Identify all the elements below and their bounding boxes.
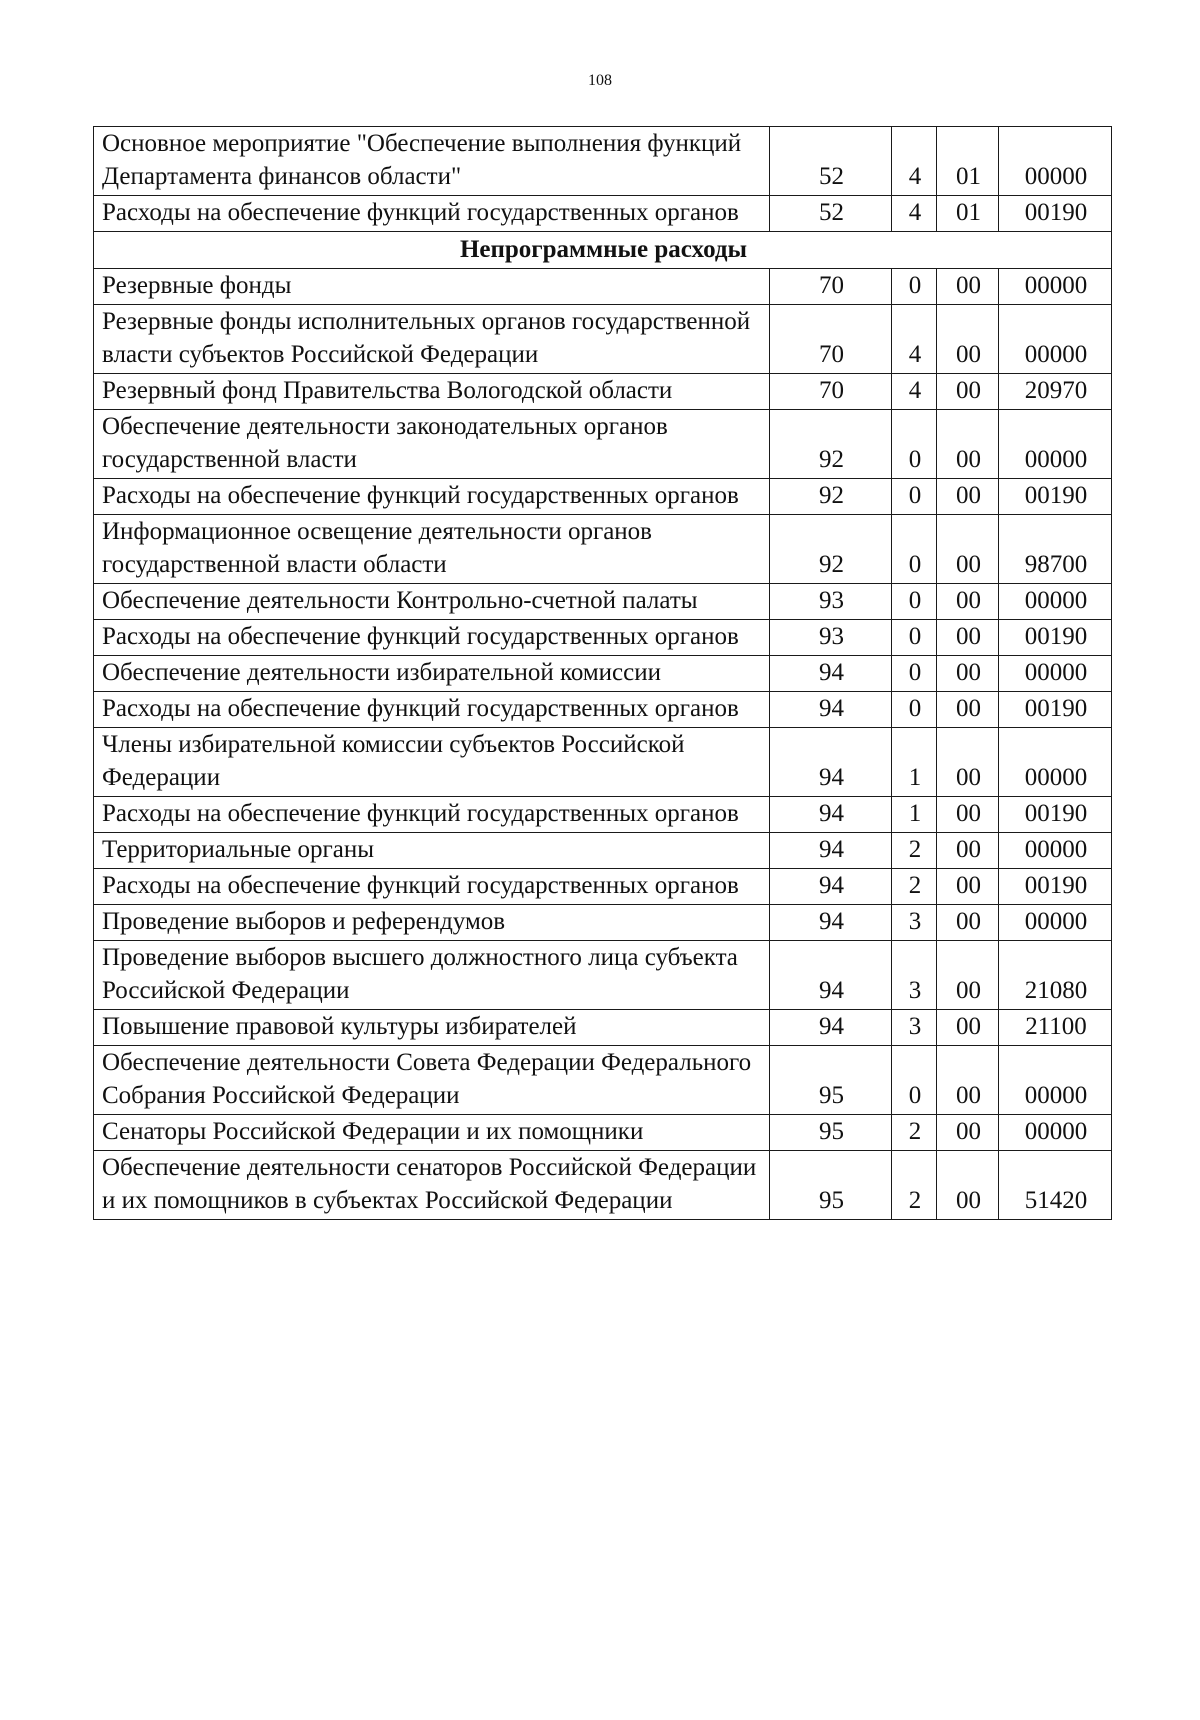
table-row [94,941,1112,1010]
table-row [94,905,1112,941]
code-cell-2: 4 [892,305,937,374]
code-cell-4: 00190 [999,692,1112,728]
table-row [94,1046,1112,1115]
code-cell-1: 94 [770,941,892,1010]
table-row [94,374,1112,410]
expense-name-cell: Расходы на обеспечение функций государственных органов [94,196,770,232]
code-cell-4: 00000 [999,1115,1112,1151]
section-header-row [94,232,1112,269]
code-cell-1: 95 [770,1115,892,1151]
code-cell-4: 00190 [999,869,1112,905]
code-cell-4: 21100 [999,1010,1112,1046]
code-cell-3: 00 [937,479,999,515]
code-cell-2: 0 [892,656,937,692]
code-cell-2: 0 [892,620,937,656]
code-cell-4: 00000 [999,584,1112,620]
code-cell-1: 94 [770,797,892,833]
code-cell-4: 00000 [999,656,1112,692]
code-cell-2: 2 [892,869,937,905]
expense-name-cell: Резервный фонд Правительства Вологодской области [94,374,770,410]
expense-name-cell: Основное мероприятие "Обеспечение выполнения функций Департамента финансов области" [94,127,770,196]
code-cell-2: 2 [892,1115,937,1151]
code-cell-2: 0 [892,515,937,584]
code-cell-3: 00 [937,269,999,305]
code-cell-3: 00 [937,620,999,656]
code-cell-2: 0 [892,410,937,479]
table-row [94,1115,1112,1151]
code-cell-3: 00 [937,305,999,374]
code-cell-2: 4 [892,374,937,410]
code-cell-1: 94 [770,656,892,692]
code-cell-3: 00 [937,515,999,584]
code-cell-1: 92 [770,515,892,584]
code-cell-2: 4 [892,127,937,196]
code-cell-4: 00190 [999,797,1112,833]
code-cell-1: 95 [770,1046,892,1115]
expense-name-cell: Обеспечение деятельности избирательной комиссии [94,656,770,692]
code-cell-4: 00000 [999,905,1112,941]
code-cell-2: 0 [892,479,937,515]
code-cell-4: 00000 [999,728,1112,797]
code-cell-3: 00 [937,692,999,728]
table-body [94,127,1112,1220]
code-cell-2: 1 [892,728,937,797]
code-cell-4: 00190 [999,479,1112,515]
code-cell-3: 00 [937,797,999,833]
table-row [94,127,1112,196]
code-cell-2: 3 [892,1010,937,1046]
table-row [94,584,1112,620]
code-cell-1: 94 [770,1010,892,1046]
page-number: 108 [588,72,612,89]
section-title: Непрограммные расходы [94,232,1112,269]
expense-name-cell: Информационное освещение деятельности органов государственной власти области [94,515,770,584]
expense-name-cell: Расходы на обеспечение функций государственных органов [94,479,770,515]
code-cell-2: 3 [892,941,937,1010]
code-cell-1: 94 [770,869,892,905]
code-cell-2: 0 [892,1046,937,1115]
code-cell-3: 00 [937,905,999,941]
table-row [94,410,1112,479]
code-cell-4: 00000 [999,269,1112,305]
code-cell-1: 93 [770,620,892,656]
code-cell-3: 00 [937,1115,999,1151]
code-cell-2: 4 [892,196,937,232]
expense-name-cell: Расходы на обеспечение функций государственных органов [94,869,770,905]
code-cell-3: 00 [937,1010,999,1046]
code-cell-4: 00000 [999,305,1112,374]
code-cell-1: 94 [770,833,892,869]
code-cell-1: 52 [770,196,892,232]
budget-table [93,126,1112,1220]
code-cell-2: 2 [892,833,937,869]
code-cell-3: 00 [937,374,999,410]
code-cell-3: 00 [937,869,999,905]
expense-name-cell: Повышение правовой культуры избирателей [94,1010,770,1046]
code-cell-1: 70 [770,269,892,305]
expense-name-cell: Обеспечение деятельности Совета Федерации Федерального Собрания Российской Федерации [94,1046,770,1115]
code-cell-1: 94 [770,905,892,941]
code-cell-3: 00 [937,1151,999,1220]
code-cell-3: 00 [937,1046,999,1115]
table-row [94,656,1112,692]
expense-name-cell: Резервные фонды [94,269,770,305]
expense-name-cell: Расходы на обеспечение функций государственных органов [94,620,770,656]
code-cell-3: 00 [937,656,999,692]
expense-name-cell: Обеспечение деятельности Контрольно-счетной палаты [94,584,770,620]
table-row [94,479,1112,515]
table-row [94,728,1112,797]
expense-name-cell: Проведение выборов высшего должностного лица субъекта Российской Федерации [94,941,770,1010]
table-row [94,269,1112,305]
code-cell-1: 92 [770,410,892,479]
code-cell-3: 01 [937,127,999,196]
code-cell-2: 3 [892,905,937,941]
code-cell-4: 00000 [999,127,1112,196]
expense-name-cell: Обеспечение деятельности законодательных органов государственной власти [94,410,770,479]
table-row [94,869,1112,905]
code-cell-4: 00000 [999,1046,1112,1115]
expense-name-cell: Проведение выборов и референдумов [94,905,770,941]
table-row [94,515,1112,584]
table-row [94,620,1112,656]
code-cell-4: 21080 [999,941,1112,1010]
code-cell-2: 0 [892,584,937,620]
code-cell-3: 00 [937,410,999,479]
code-cell-4: 00000 [999,410,1112,479]
code-cell-4: 51420 [999,1151,1112,1220]
code-cell-1: 94 [770,728,892,797]
expense-name-cell: Территориальные органы [94,833,770,869]
expense-name-cell: Сенаторы Российской Федерации и их помощники [94,1115,770,1151]
code-cell-2: 0 [892,269,937,305]
table-row [94,692,1112,728]
code-cell-1: 94 [770,692,892,728]
code-cell-1: 52 [770,127,892,196]
expense-name-cell: Члены избирательной комиссии субъектов Российской Федерации [94,728,770,797]
expense-name-cell: Резервные фонды исполнительных органов государственной власти субъектов Российской Федерации [94,305,770,374]
code-cell-4: 00190 [999,620,1112,656]
code-cell-3: 00 [937,584,999,620]
code-cell-2: 1 [892,797,937,833]
expense-name-cell: Расходы на обеспечение функций государственных органов [94,692,770,728]
code-cell-4: 98700 [999,515,1112,584]
code-cell-4: 20970 [999,374,1112,410]
code-cell-2: 2 [892,1151,937,1220]
code-cell-3: 00 [937,728,999,797]
code-cell-3: 00 [937,833,999,869]
code-cell-1: 92 [770,479,892,515]
expense-name-cell: Обеспечение деятельности сенаторов Российской Федерации и их помощников в субъектах Российской Федерации [94,1151,770,1220]
code-cell-1: 70 [770,374,892,410]
code-cell-4: 00000 [999,833,1112,869]
code-cell-1: 95 [770,1151,892,1220]
table-row [94,305,1112,374]
code-cell-3: 00 [937,941,999,1010]
table-row [94,797,1112,833]
table-row [94,833,1112,869]
expense-name-cell: Расходы на обеспечение функций государственных органов [94,797,770,833]
code-cell-1: 93 [770,584,892,620]
table-row [94,1010,1112,1046]
code-cell-2: 0 [892,692,937,728]
code-cell-1: 70 [770,305,892,374]
code-cell-3: 01 [937,196,999,232]
table-row [94,196,1112,232]
table-row [94,1151,1112,1220]
code-cell-4: 00190 [999,196,1112,232]
